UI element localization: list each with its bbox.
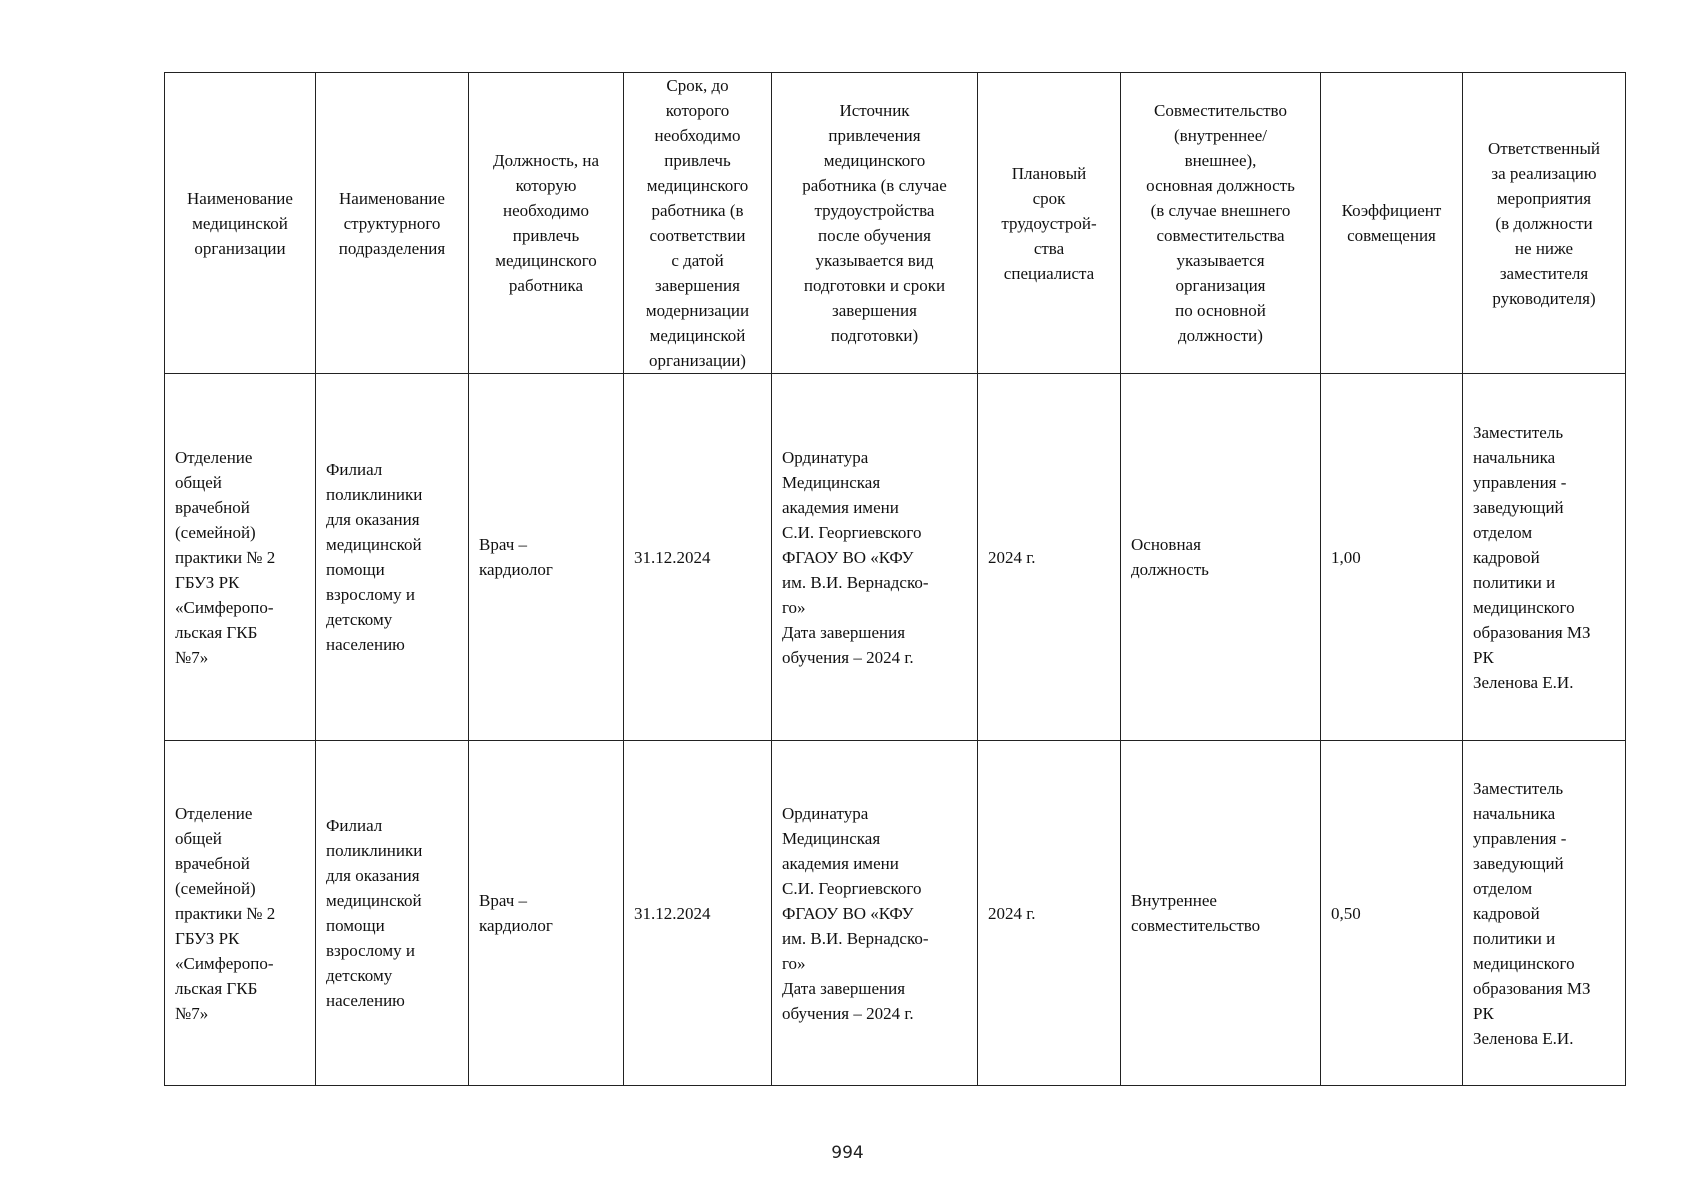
cell-coefficient: 1,00 xyxy=(1321,374,1463,741)
header-source: Источник привлечения медицинского работника (в случае трудоустройства после обучения указывается вид подготовки и сроки завершения подготовки) xyxy=(772,73,978,374)
header-responsible: Ответственный за реализацию мероприятия (в должности не ниже заместителя руководителя) xyxy=(1463,73,1626,374)
cell-deadline: 31.12.2024 xyxy=(624,741,772,1086)
cell-planned-date: 2024 г. xyxy=(978,741,1121,1086)
header-organization: Наименование медицинской организации xyxy=(165,73,316,374)
header-coefficient: Коэффициент совмещения xyxy=(1321,73,1463,374)
cell-organization: Отделение общей врачебной (семейной) практики № 2 ГБУЗ РК «Симферопо- льская ГКБ №7» xyxy=(165,374,316,741)
cell-responsible: Заместитель начальника управления - заведующий отделом кадровой политики и медицинского образования МЗ РК Зеленова Е.И. xyxy=(1463,374,1626,741)
cell-organization: Отделение общей врачебной (семейной) практики № 2 ГБУЗ РК «Симферопо- льская ГКБ №7» xyxy=(165,741,316,1086)
table-row xyxy=(165,374,1626,741)
cell-subdivision: Филиал поликлиники для оказания медицинской помощи взрослому и детскому населению xyxy=(316,741,469,1086)
header-deadline: Срок, до которого необходимо привлечь медицинского работника (в соответствии с датой завершения модернизации медицинской организации) xyxy=(624,73,772,374)
cell-coefficient: 0,50 xyxy=(1321,741,1463,1086)
staffing-table xyxy=(164,72,1626,1086)
page-number: 994 xyxy=(831,1143,864,1163)
cell-deadline: 31.12.2024 xyxy=(624,374,772,741)
cell-subdivision: Филиал поликлиники для оказания медицинской помощи взрослому и детскому населению xyxy=(316,374,469,741)
cell-combination: Внутреннее совместительство xyxy=(1121,741,1321,1086)
cell-responsible: Заместитель начальника управления - заведующий отделом кадровой политики и медицинского образования МЗ РК Зеленова Е.И. xyxy=(1463,741,1626,1086)
header-subdivision: Наименование структурного подразделения xyxy=(316,73,469,374)
cell-source: Ординатура Медицинская академия имени С.И. Георгиевского ФГАОУ ВО «КФУ им. В.И. Вернадско- го» Дата завершения обучения – 2024 г. xyxy=(772,374,978,741)
cell-position: Врач – кардиолог xyxy=(469,374,624,741)
cell-source: Ординатура Медицинская академия имени С.И. Георгиевского ФГАОУ ВО «КФУ им. В.И. Вернадско- го» Дата завершения обучения – 2024 г. xyxy=(772,741,978,1086)
header-combination: Совместительство (внутреннее/ внешнее), основная должность (в случае внешнего совместительства указывается организация по основной должности) xyxy=(1121,73,1321,374)
header-position: Должность, на которую необходимо привлечь медицинского работника xyxy=(469,73,624,374)
table-row xyxy=(165,741,1626,1086)
header-planned-date: Плановый срок трудоустрой- ства специалиста xyxy=(978,73,1121,374)
cell-planned-date: 2024 г. xyxy=(978,374,1121,741)
header-row xyxy=(165,73,1626,374)
cell-position: Врач – кардиолог xyxy=(469,741,624,1086)
cell-combination: Основная должность xyxy=(1121,374,1321,741)
